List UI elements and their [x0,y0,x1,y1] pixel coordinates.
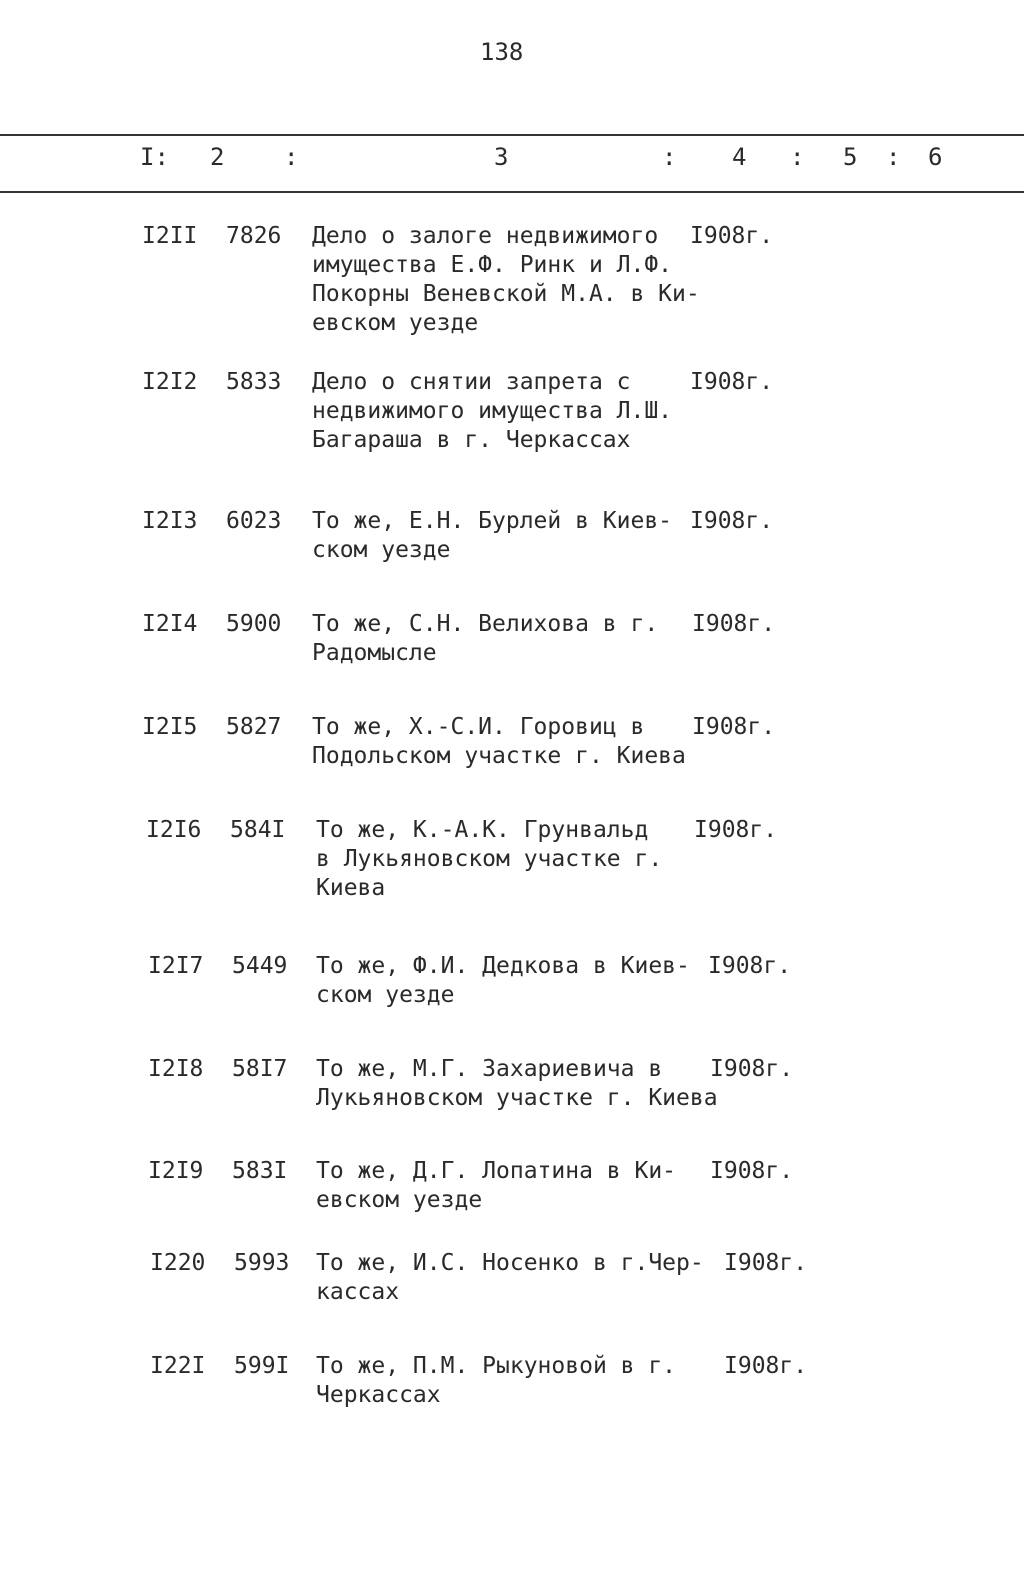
record-year: I908г. [690,369,774,395]
description-line: То же, К.-А.К. Грунвальд [316,817,649,843]
archive-code: 6023 [226,508,282,534]
description-line: То же, И.С. Носенко в г.Чер- [316,1250,704,1276]
column-header-separator: : [886,143,901,171]
row-number: I2II [142,223,198,249]
description-line: То же, П.М. Рыкуновой в г. [316,1353,677,1379]
column-header-6: 6 [928,143,943,171]
column-header-separator: : [790,143,805,171]
column-header-separator: : [662,143,677,171]
description-line: То же, Д.Г. Лопатина в Ки- [316,1158,677,1184]
description-line: Покорны Веневской М.А. в Ки- [312,281,700,307]
description-line: Дело о снятии запрета с [312,369,631,395]
header-bottom-rule [0,191,1024,193]
description-line: То же, Е.Н. Бурлей в Киев- [312,508,673,534]
page-number: 138 [480,38,524,66]
description-line: Подольском участке г. Киева [312,743,686,769]
row-number: I2I3 [142,508,198,534]
column-header-1: I: [140,143,169,171]
record-description [316,1249,704,1307]
column-header-3: 3 [494,143,509,171]
description-line: Дело о залоге недвижимого [312,223,659,249]
archive-code: 583I [232,1158,288,1184]
description-line: То же, С.Н. Велихова в г. [312,611,659,637]
record-year: I908г. [710,1158,794,1184]
description-line: Киева [316,875,386,901]
record-year: I908г. [710,1056,794,1082]
row-number: I2I4 [142,611,198,637]
description-line: кассах [316,1279,400,1305]
record-description [312,713,686,771]
archive-code: 5900 [226,611,282,637]
column-header-2: 2 [210,143,225,171]
description-line: евском уезде [312,310,479,336]
record-year: I908г. [724,1353,808,1379]
record-year: I908г. [690,508,774,534]
archive-code: 7826 [226,223,282,249]
record-description [316,816,662,903]
description-line: Лукьяновском участке г. Киева [316,1085,718,1111]
column-header-separator: : [284,143,299,171]
row-number: I220 [150,1250,206,1276]
row-number: I22I [150,1353,206,1379]
row-number: I2I2 [142,369,198,395]
archive-code: 5449 [232,953,288,979]
description-line: То же, М.Г. Захариевича в [316,1056,663,1082]
description-line: в Лукьяновском участке г. [316,846,663,872]
description-line: ском уезде [316,982,455,1008]
record-description [312,222,700,338]
description-line: То же, Х.-С.И. Горовиц в [312,714,645,740]
archive-code: 5833 [226,369,282,395]
archive-code: 599I [234,1353,290,1379]
description-line: То же, Ф.И. Дедкова в Киев- [316,953,690,979]
archive-code: 5993 [234,1250,290,1276]
record-year: I908г. [708,953,792,979]
description-line: имущества Е.Ф. Ринк и Л.Ф. [312,252,673,278]
row-number: I2I7 [148,953,204,979]
description-line: недвижимого имущества Л.Ш. [312,398,673,424]
header-top-rule [0,134,1024,136]
record-year: I908г. [724,1250,808,1276]
row-number: I2I8 [148,1056,204,1082]
description-line: Багараша в г. Черкассах [312,427,631,453]
archive-code: 584I [230,817,286,843]
description-line: евском уезде [316,1187,483,1213]
archive-code: 58I7 [232,1056,288,1082]
record-year: I908г. [690,223,774,249]
record-description [316,1352,676,1410]
record-year: I908г. [692,611,776,637]
archive-code: 5827 [226,714,282,740]
row-number: I2I6 [146,817,202,843]
record-year: I908г. [694,817,778,843]
description-line: Радомысле [312,640,437,666]
record-description [312,368,672,455]
description-line: ском уезде [312,537,451,563]
record-description [316,952,690,1010]
record-description [316,1055,718,1113]
record-description [316,1157,676,1215]
row-number: I2I5 [142,714,198,740]
column-header-5: 5 [843,143,858,171]
record-description [312,507,672,565]
record-description [312,610,658,668]
column-header-4: 4 [732,143,747,171]
record-year: I908г. [692,714,776,740]
description-line: Черкассах [316,1382,441,1408]
row-number: I2I9 [148,1158,204,1184]
